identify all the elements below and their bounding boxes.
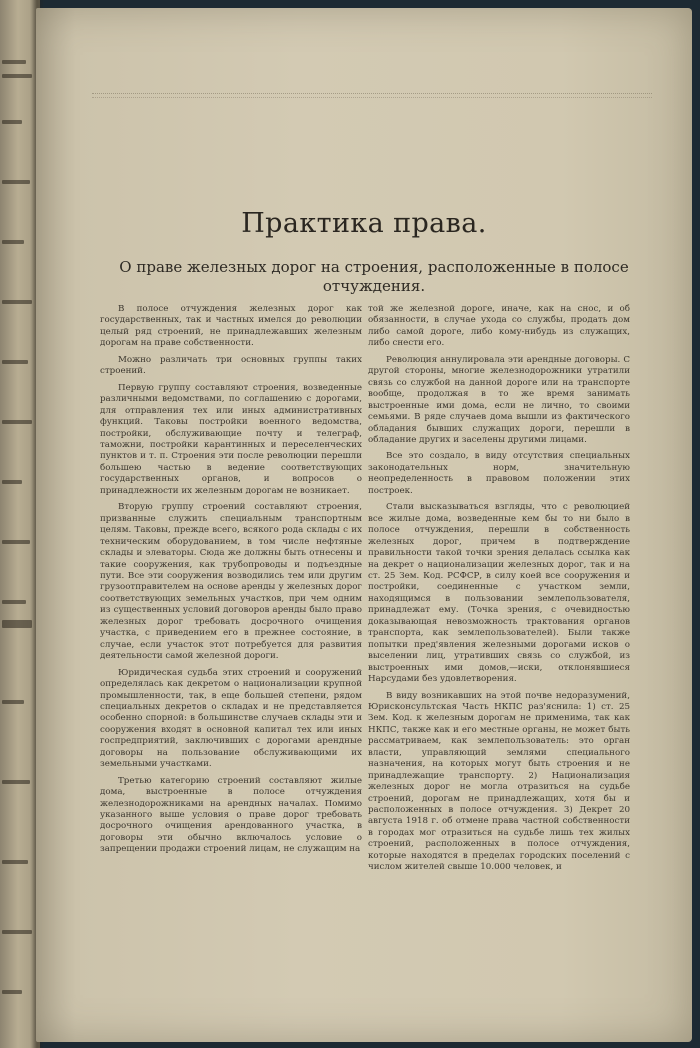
article-subtitle: О праве железных дорог на строения, расположенные в полосе отчуждения.	[119, 258, 629, 295]
paragraph: той же железной дороге, иначе, как на снос, и об обязанности, в случае ухода со службы, продать дом либо самой дороге, либо кому-нибудь из служащих, либо снести его.	[368, 304, 630, 349]
text-column-left	[100, 304, 362, 1004]
paragraph: Стали высказываться взгляды, что с революцией все жилые дома, возведенные кем бы то ни было в полосе отчуждения, перешли в собственность железных дорог, причем в подтверждение правильности такой точки зрения делалась ссылка как на декрет о национализации железных дорог, так и на ст. 25 Зем. Код. РСФСР, в силу коей все сооружения и постройки, соединенные с участком земли, находящимся в пользовании землепользователя, принадлежат ему. (Точка зрения, с очевидностью доказывающая невозможность трактования органов транспорта, как землепользователей). Были также попытки пред'явления железными дорогами исков о выселении лиц, утративших связь со службой, из выстроенных ими домов,—иски, отклонявшиеся Нарсудами без удовлетворения.	[368, 502, 630, 685]
document-page	[36, 8, 692, 1042]
paragraph: Юридическая судьба этих строений и сооружений определялась как декретом о национализации крупной промышленности, так, в еще большей степени, рядом специальных декретов о складах и не представляется особенно спорной: в большинстве случаев склады эти и сооружения входят в основной капитал тех или иных госпредприятий, заключивших с дорогами арендные договоры на пользование обслуживающими их земельными участками.	[100, 667, 362, 770]
paragraph: В полосе отчуждения железных дорог как государственных, так и частных имелся до революции целый ряд строений, не принадлежавших железным дорогам на праве собственности.	[100, 304, 362, 349]
paragraph: Революция аннулировала эти арендные договоры. С другой стороны, многие железнодорожники утратили связь со службой на данной дороге или на транспорте вообще, продолжая в то же время занимать выстроенные ими дома, если не лично, то своими семьями. В ряде случаев дома вышли из фактического обладания бывших служащих дороги, перешли в обладание других и заселены другими лицами.	[368, 354, 630, 445]
paragraph: В виду возникавших на этой почве недоразумений, Юрисконсультская Часть НКПС раз'яснила: 1) ст. 25 Зем. Код. к железным дорогам не применима, так как НКПС, также как и его местные органы, не может быть рассматриваем, как землепользователь: это орган власти, управляющий землями специального назначения, на которых могут быть строения и не принадлежащие транспорту. 2) Национализация железных дорог не могла отразиться на судьбе строений, дорогам не принадлежащих, хотя бы и расположенных в полосе отчуждения. 3) Декрет 20 августа 1918 г. об отмене права частной собственности в городах мог отразиться на судьбе лишь тех жилых строений, расположенных в полосе отчуждения, которые находятся в пределах городских поселений с числом жителей свыше 10.000 человек, и	[368, 690, 630, 873]
paragraph: Третью категорию строений составляют жилые дома, выстроенные в полосе отчуждения железнодорожниками на арендных началах. Помимо указанного выше условия о праве дорог требовать досрочного очищения арендованного участка, в договоры эти обычно включалось условие о запрещении продажи строений лицам, не служащим на	[100, 775, 362, 855]
paragraph: Вторую группу строений составляют строения, призванные служить специальным транспортным целям. Таковы, прежде всего, всякого рода склады с их техническим оборудованием, в том числе нефтяные склады и элеваторы. Сюда же должны быть отнесены и такие сооружения, как трубопроводы и подъездные пути. Все эти сооружения возводились тем или другим грузоотправителем на основе аренды у железных дорог соответствующих земельных участков, при чем одним из существенных условий договоров аренды было право железных дорог требовать досрочного очищения участка, с приведением его в прежнее состояние, в случае, если участок этот потребуется для развития деятельности самой железной дороги.	[100, 502, 362, 662]
paragraph: Можно различать три основных группы таких строений.	[100, 354, 362, 377]
article-title: Практика права.	[241, 208, 487, 239]
header-rule	[92, 93, 652, 98]
text-column-right	[368, 304, 630, 1004]
paragraph: Все это создало, в виду отсутствия специальных законодательных норм, значительную неопределенность в правовом положении этих построек.	[368, 451, 630, 496]
paragraph: Первую группу составляют строения, возведенные различными ведомствами, по соглашению с дорогами, для отправления тех или иных административных функций. Таковы постройки военного ведомства, постройки, обслуживающие почту и телеграф, таможни, постройки карантинных и переселенческих пунктов и т. п. Строения эти после революции перешли большею частью в ведение соответствующих государственных органов, и вопросов о принадлежности их железным дорогам не возникает.	[100, 382, 362, 496]
